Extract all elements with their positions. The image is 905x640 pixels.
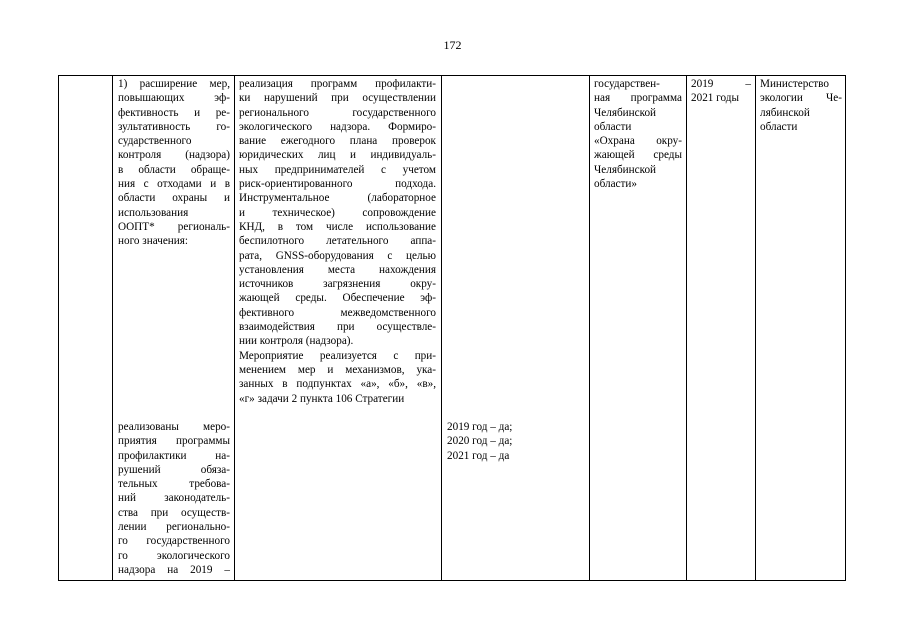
measure-line: ки нарушений при осуществлении — [239, 92, 436, 105]
column-divider — [441, 76, 442, 580]
program-line: Челябинской — [594, 163, 657, 176]
indicator-line: го экологического — [118, 549, 230, 562]
indicator-line: лении регионально- — [118, 521, 230, 534]
measure-line: фективного межведомственного — [239, 306, 436, 319]
measure-line: ных предпринимателей с учетом — [239, 163, 436, 176]
measure-line: экологического надзора. Формиро- — [239, 120, 436, 133]
program-line: жающей среды — [594, 149, 682, 162]
column-divider — [755, 76, 756, 580]
indicator-line: надзора на 2019 – — [118, 563, 230, 576]
measure-line: занных в подпунктах «а», «б», «в», — [239, 378, 436, 391]
period-line: 2021 годы — [691, 92, 739, 105]
measure-line: взаимодействия при осуществле- — [239, 321, 436, 334]
period-cell — [691, 77, 751, 106]
task-line: области охраны и — [118, 192, 230, 205]
task-cell — [118, 77, 230, 249]
responsible-cell — [760, 77, 842, 134]
indicator-cell — [118, 420, 230, 577]
period-line: 2019 – — [691, 78, 751, 90]
measure-line: Мероприятие реализуется с при- — [239, 349, 436, 362]
indicator-line: ний законодатель- — [118, 492, 230, 505]
program-line: государствен- — [594, 78, 660, 90]
task-line: в области обраще- — [118, 163, 230, 176]
measure-line: вание ежегодного плана проверок — [239, 135, 436, 148]
task-line: использования — [118, 206, 189, 219]
responsible-line: области — [760, 120, 798, 133]
measure-line: нии контроля (надзора). — [239, 335, 354, 348]
measure-line: КНД, в том числе использование — [239, 220, 436, 233]
task-line: сударственного — [118, 135, 192, 148]
task-line: ния с отходами и в — [118, 178, 230, 191]
indicator-line: приятия программы — [118, 435, 230, 448]
task-line: 1) расширение мер, — [118, 78, 230, 90]
indicator-line: го государственного — [118, 535, 230, 548]
page-number: 172 — [443, 38, 462, 52]
indicator-line: профилактики на- — [118, 449, 230, 462]
measure-line: источников загрязнения окру- — [239, 278, 436, 291]
task-line: повышающих эф- — [118, 92, 230, 105]
measure-line: риск-ориентированного подхода. — [239, 178, 436, 191]
measure-line: менением мер и механизмов, ука- — [239, 363, 436, 376]
measure-line: юридических лиц и индивидуаль- — [239, 149, 436, 162]
responsible-line: Министерство — [760, 78, 829, 90]
value-line: 2019 год – да; — [447, 421, 513, 433]
column-divider — [686, 76, 687, 580]
task-line: фективность и ре- — [118, 106, 230, 119]
measure-line: регионального государственного — [239, 106, 436, 119]
measure-cell — [239, 77, 436, 406]
column-divider — [112, 76, 113, 580]
task-line: контроля (надзора) — [118, 149, 230, 162]
task-line: зультативность го- — [118, 120, 230, 133]
column-divider — [234, 76, 235, 580]
indicator-line: реализованы меро- — [118, 421, 230, 433]
value-line: 2020 год – да; — [447, 435, 513, 448]
measure-line: беспилотного летательного аппа- — [239, 235, 436, 248]
program-line: ная программа — [594, 92, 682, 105]
value-cell — [447, 420, 585, 463]
responsible-line: лябинской — [760, 106, 810, 119]
column-divider — [589, 76, 590, 580]
measure-line: рата, GNSS-оборудования с целью — [239, 249, 436, 262]
measure-line: «г» задачи 2 пункта 106 Стратегии — [239, 392, 405, 405]
program-line: Челябинской — [594, 106, 657, 119]
responsible-line: экологии Че- — [760, 92, 842, 105]
program-line: «Охрана окру- — [594, 135, 682, 148]
value-line: 2021 год – да — [447, 449, 510, 462]
indicator-line: тельных требова- — [118, 478, 230, 491]
measure-line: Инструментальное (лабораторное — [239, 192, 436, 205]
measure-line: установления места нахождения — [239, 263, 436, 276]
indicator-line: рушений обяза- — [118, 463, 230, 476]
measure-line: и техническое) сопровождение — [239, 206, 436, 219]
task-line: ООПТ* региональ- — [118, 220, 230, 233]
indicator-line: ства при осуществ- — [118, 506, 230, 519]
program-line: области — [594, 120, 632, 133]
measure-line: жающей среды. Обеспечение эф- — [239, 292, 436, 305]
measure-line: реализация программ профилакти- — [239, 78, 436, 90]
measures-table — [58, 75, 846, 581]
task-line: ного значения: — [118, 235, 189, 248]
program-cell — [594, 77, 682, 191]
program-line: области» — [594, 178, 637, 191]
